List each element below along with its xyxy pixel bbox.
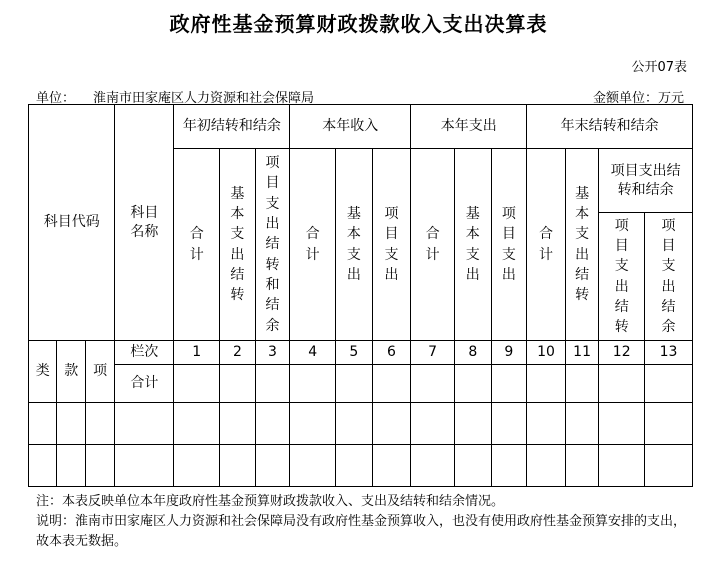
- table-cell: [491, 403, 527, 445]
- opening-project-carry-balance-header: 项目支出结转和结余: [255, 149, 290, 341]
- table-cell: [255, 445, 290, 487]
- table-cell: [645, 365, 693, 403]
- table-row: [29, 403, 693, 445]
- table-cell: [85, 403, 114, 445]
- column-number: 11: [565, 341, 599, 365]
- table-cell: [527, 365, 566, 403]
- table-cell: [599, 445, 645, 487]
- table-cell: [85, 445, 114, 487]
- table-cell: [255, 365, 290, 403]
- expense-basic-header: 基本支出: [455, 149, 492, 341]
- column-number: 6: [372, 341, 411, 365]
- column-number: 8: [455, 341, 492, 365]
- opening-basic-carry-header: 基本支出结转: [220, 149, 256, 341]
- table-cell: [220, 365, 256, 403]
- opening-balance-header: 年初结转和结余: [174, 105, 290, 149]
- income-total-header: 合计: [290, 149, 336, 341]
- income-project-header: 项目支出: [372, 149, 411, 341]
- table-cell: [115, 403, 174, 445]
- notes: [36, 492, 686, 552]
- table-cell: [455, 365, 492, 403]
- table-cell: [455, 403, 492, 445]
- income-basic-header: 基本支出: [336, 149, 373, 341]
- table-cell: [220, 403, 256, 445]
- column-number: 13: [645, 341, 693, 365]
- column-number: 4: [290, 341, 336, 365]
- table-cell: [645, 445, 693, 487]
- closing-basic-carry-header: 基本支出结转: [565, 149, 599, 341]
- xiang-header: 项: [85, 341, 114, 403]
- table-cell: [599, 403, 645, 445]
- report-title: 政府性基金预算财政拨款收入支出决算表: [169, 12, 548, 36]
- column-number: 9: [491, 341, 527, 365]
- opening-total-header: 合计: [174, 149, 220, 341]
- closing-project-carry-header: 项目支出结转: [599, 213, 645, 341]
- table-cell: [411, 365, 455, 403]
- table-row: [29, 445, 693, 487]
- table-cell: [174, 403, 220, 445]
- column-number: 7: [411, 341, 455, 365]
- column-number: 1: [174, 341, 220, 365]
- unit-label: 单位：: [36, 91, 76, 106]
- table-cell: [491, 445, 527, 487]
- subject-name-header: 科目名称: [115, 105, 174, 341]
- table-cell: [115, 445, 174, 487]
- table-cell: [372, 445, 411, 487]
- closing-project-balance-header: 项目支出结余: [645, 213, 693, 341]
- table-cell: [491, 365, 527, 403]
- closing-balance-header: 年末结转和结余: [527, 105, 693, 149]
- table-row: [29, 365, 693, 403]
- column-number: 10: [527, 341, 566, 365]
- table-cell: [565, 403, 599, 445]
- lei-header: 类: [29, 341, 57, 403]
- table-cell: [336, 403, 373, 445]
- table-cell: [174, 365, 220, 403]
- unit-name: 淮南市田家庵区人力资源和社会保障局: [93, 91, 315, 106]
- table-cell: [220, 445, 256, 487]
- note-text: 注：本表反映单位本年度政府性基金预算财政拨款收入、支出及结转和结余情况。: [36, 494, 505, 509]
- column-number: 3: [255, 341, 290, 365]
- table-cell: [599, 365, 645, 403]
- table-cell: [174, 445, 220, 487]
- table-cell: [57, 403, 85, 445]
- expense-header: 本年支出: [411, 105, 527, 149]
- kuan-header: 款: [57, 341, 85, 403]
- expense-project-header: 项目支出: [491, 149, 527, 341]
- table-cell: [29, 403, 57, 445]
- table-cell: [527, 445, 566, 487]
- table-cell: [411, 445, 455, 487]
- row-name: 合计: [115, 365, 174, 403]
- column-number: 2: [220, 341, 256, 365]
- table-cell: [645, 403, 693, 445]
- closing-project-carry-balance-header: 项目支出结转和结余: [599, 149, 693, 213]
- table-cell: [411, 403, 455, 445]
- table-cell: [527, 403, 566, 445]
- table-cell: [336, 445, 373, 487]
- column-number: 12: [599, 341, 645, 365]
- table-cell: [565, 445, 599, 487]
- table-cell: [336, 365, 373, 403]
- expense-total-header: 合计: [411, 149, 455, 341]
- table-cell: [290, 403, 336, 445]
- subject-code-header: 科目代码: [29, 105, 115, 341]
- amount-unit: 金额单位：万元: [592, 91, 684, 106]
- table-cell: [290, 365, 336, 403]
- table-cell: [290, 445, 336, 487]
- column-number: 5: [336, 341, 373, 365]
- table-cell: [372, 365, 411, 403]
- form-number: 公开07表: [631, 60, 687, 75]
- table-cell: [29, 445, 57, 487]
- table-cell: [565, 365, 599, 403]
- table-cell: [372, 403, 411, 445]
- closing-total-header: 合计: [527, 149, 566, 341]
- table-cell: [255, 403, 290, 445]
- budget-table: [28, 104, 693, 487]
- table-cell: [455, 445, 492, 487]
- column-no-label: 栏次: [115, 341, 174, 365]
- income-header: 本年收入: [290, 105, 411, 149]
- table-cell: [57, 445, 85, 487]
- explanation-text: 说明：淮南市田家庵区人力资源和社会保障局没有政府性基金预算收入，也没有使用政府性基金预算安排的支出，故本表无数据。: [36, 514, 687, 549]
